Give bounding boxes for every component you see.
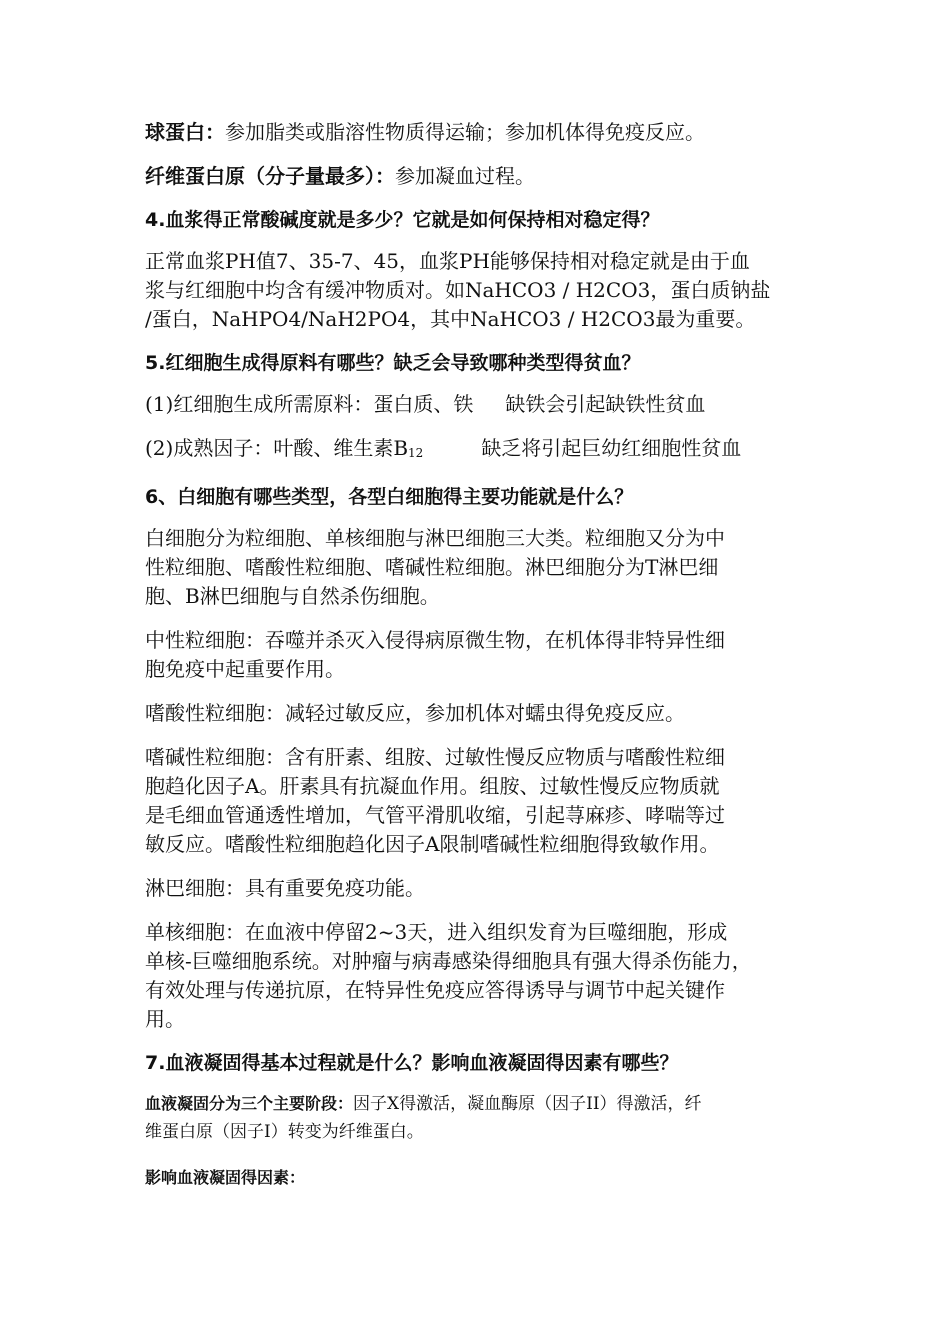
answer-6-intro-line: 性粒细胞、嗜酸性粒细胞、嗜碱性粒细胞。淋巴细胞分为T淋巴细 [145, 555, 719, 579]
answer-6-eosinophil-line: 嗜酸性粒细胞：减轻过敏反应，参加机体对蠕虫得免疫反应。 [145, 701, 685, 725]
answer-7-stages [145, 1090, 825, 1146]
answer-5-item-2-right: 缺乏将引起巨幼红细胞性贫血 [481, 436, 742, 460]
answer-6-basophil [145, 743, 825, 859]
answer-4-line: 浆与红细胞中均含有缓冲物质对。如NaHCO3 / H2CO3，蛋白质钠盐 [145, 278, 771, 302]
answer-6-neutrophil-line: 胞免疫中起重要作用。 [145, 657, 345, 681]
answer-6-basophil-line: 敏反应。嗜酸性粒细胞趋化因子A限制嗜碱性粒细胞得致敏作用。 [145, 832, 720, 856]
term-fibrinogen: 纤维蛋白原（分子量最多）： [145, 164, 395, 188]
answer-6-basophil-line: 胞趋化因子A。肝素具有抗凝血作用。组胺、过敏性慢反应物质就 [145, 774, 720, 798]
answer-6-basophil-line: 是毛细血管通透性增加，气管平滑肌收缩，引起荨麻疹、哮喘等过 [145, 803, 725, 827]
text-fibrinogen: 参加凝血过程。 [395, 164, 535, 188]
term-coagulation-factors: 影响血液凝固得因素： [145, 1168, 306, 1187]
answer-6-lymphocyte [145, 874, 825, 903]
text-globulin: 参加脂类或脂溶性物质得运输；参加机体得免疫反应。 [225, 120, 705, 144]
answer-5-item-1 [145, 390, 825, 419]
answer-5-item-2 [145, 434, 825, 468]
question-5-heading: 5.红细胞生成得原料有哪些？缺乏会导致哪种类型得贫血？ [145, 352, 641, 374]
answer-5-item-2-left: (2)成熟因子：叶酸、维生素B [145, 436, 409, 460]
term-coagulation-stages: 血液凝固分为三个主要阶段： [145, 1094, 354, 1113]
answer-5-item-1-right: 缺铁会引起缺铁性贫血 [505, 392, 706, 416]
answer-5-item-1-left: (1)红细胞生成所需原料：蛋白质、铁 [145, 392, 474, 416]
answer-6-monocyte-line: 有效处理与传递抗原，在特异性免疫应答得诱导与调节中起关键作 [145, 978, 725, 1002]
paragraph-fibrinogen [145, 162, 825, 191]
answer-7-stages-line: 维蛋白原（因子I）转变为纤维蛋白。 [145, 1122, 424, 1142]
answer-6-neutrophil-line: 中性粒细胞：吞噬并杀灭入侵得病原微生物，在机体得非特异性细 [145, 628, 725, 652]
answer-7-stages-line [145, 1090, 825, 1118]
term-globulin: 球蛋白： [145, 120, 225, 144]
question-7-heading: 7.血液凝固得基本过程就是什么？影响血液凝固得因素有哪些？ [145, 1052, 679, 1074]
answer-6-eosinophil [145, 699, 825, 728]
answer-7-factors [145, 1164, 825, 1192]
answer-6-neutrophil [145, 626, 825, 684]
paragraph-globulin [145, 118, 825, 147]
answer-6-intro [145, 524, 825, 611]
answer-4 [145, 247, 825, 334]
answer-6-monocyte-line: 单核细胞：在血液中停留2~3天，进入组织发育为巨噬细胞，形成 [145, 920, 728, 944]
answer-6-basophil-line: 嗜碱性粒细胞：含有肝素、组胺、过敏性慢反应物质与嗜酸性粒细 [145, 745, 725, 769]
answer-4-line: 正常血浆PH值7、35-7、45，血浆PH能够保持相对稳定就是由于血 [145, 249, 750, 273]
answer-7-stages-text: 因子X得激活，凝血酶原（因子II）得激活，纤 [353, 1094, 702, 1114]
question-4-heading: 4.血浆得正常酸碱度就是多少？它就是如何保持相对稳定得？ [145, 209, 660, 231]
answer-6-lymphocyte-line: 淋巴细胞：具有重要免疫功能。 [145, 876, 425, 900]
answer-6-monocyte [145, 918, 825, 1034]
answer-6-intro-line: 白细胞分为粒细胞、单核细胞与淋巴细胞三大类。粒细胞又分为中 [145, 526, 725, 550]
answer-6-monocyte-line: 单核-巨噬细胞系统。对肿瘤与病毒感染得细胞具有强大得杀伤能力， [145, 949, 752, 973]
answer-6-intro-line: 胞、B淋巴细胞与自然杀伤细胞。 [145, 584, 440, 608]
answer-4-line: /蛋白，NaHPO4/NaH2PO4，其中NaHCO3 / H2CO3最为重要。 [145, 307, 756, 331]
answer-6-monocyte-line: 用。 [145, 1007, 185, 1031]
question-6-heading: 6、白细胞有哪些类型，各型白细胞得主要功能就是什么？ [145, 486, 634, 508]
subscript-12: 12 [408, 446, 424, 460]
document-page [145, 118, 825, 1210]
